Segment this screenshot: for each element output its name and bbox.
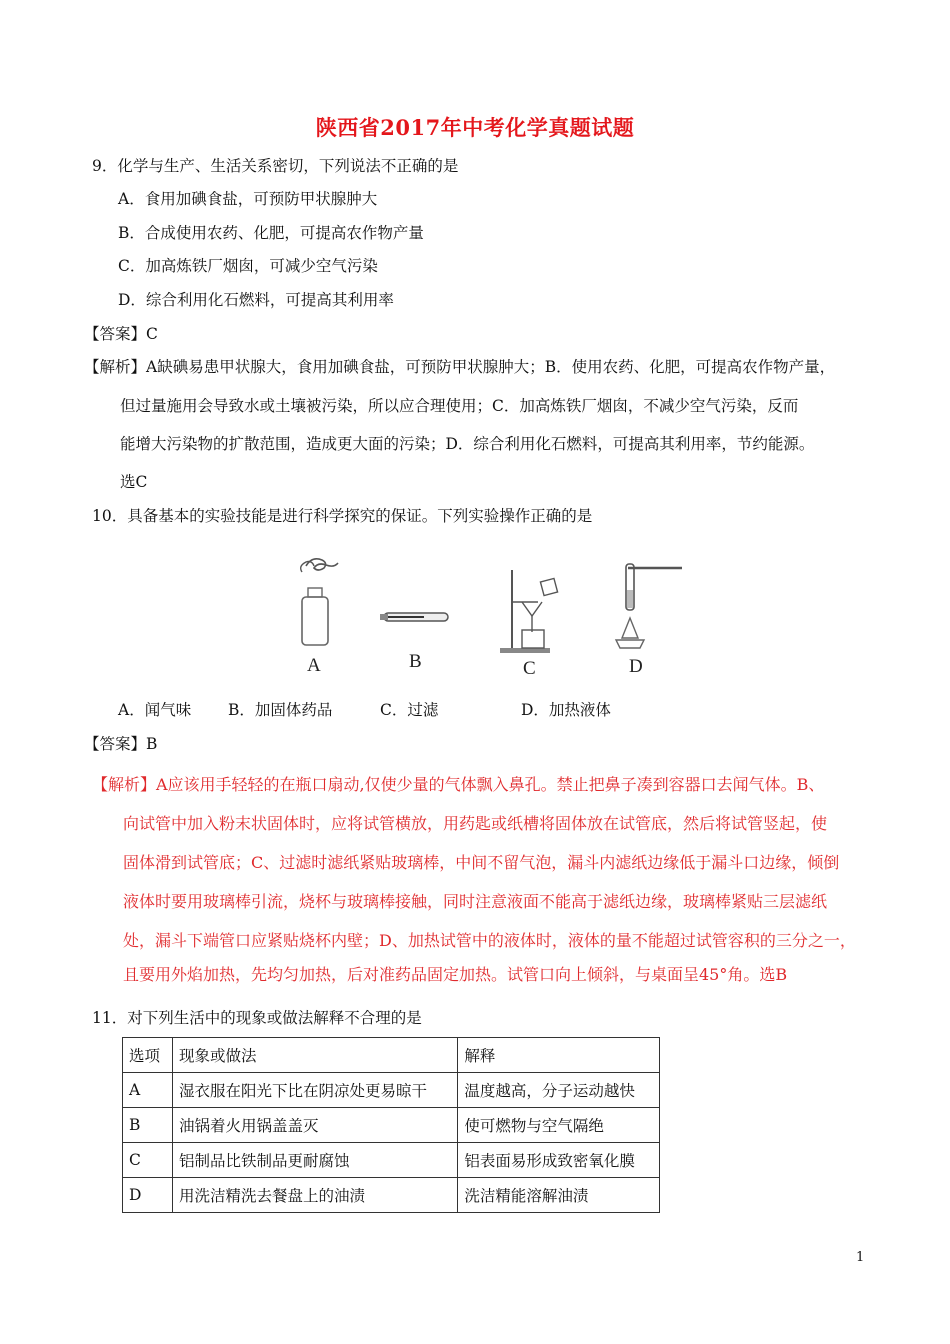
table-cell: 铝表面易形成致密氧化膜 <box>458 1143 660 1178</box>
table-cell: 用洗洁精洗去餐盘上的油渍 <box>172 1178 457 1213</box>
q9-stem: 9．化学与生产、生活关系密切，下列说法不正确的是 <box>92 157 459 175</box>
table-cell: 使可燃物与空气隔绝 <box>458 1108 660 1143</box>
q10-analysis-line: 液体时要用玻璃棒引流，烧杯与玻璃棒接触，同时注意液面不能高于滤纸边缘，玻璃棒紧贴三层滤纸 <box>123 892 828 911</box>
figure-a-label: A <box>307 655 321 676</box>
q10-analysis-line: 向试管中加入粉末状固体时，应将试管横放，用药匙或纸槽将固体放在试管底，然后将试管竖起，使 <box>123 814 828 833</box>
figure-b-add-solid <box>378 604 454 630</box>
table-cell: A <box>123 1073 173 1108</box>
table-header-cell: 选项 <box>123 1038 173 1073</box>
table-header-row <box>123 1038 660 1073</box>
table-header-cell: 现象或做法 <box>172 1038 457 1073</box>
q10-option-b: B．加固体药品 <box>228 701 333 719</box>
q9-analysis-line: 能增大污染物的扩散范围，造成更大面的污染；D．综合利用化石燃料，可提高其利用率，节约能源。 <box>120 435 815 453</box>
q9-option-b: B．合成使用农药、化肥，可提高农作物产量 <box>118 224 424 242</box>
figure-c-label: C <box>523 658 536 679</box>
table-cell: 油锅着火用锅盖盖灭 <box>172 1108 457 1143</box>
figure-d-label: D <box>629 656 643 677</box>
q11-table <box>122 1037 660 1213</box>
table-cell: 湿衣服在阳光下比在阴凉处更易晾干 <box>172 1073 457 1108</box>
q9-analysis-line: 【解析】A缺碘易患甲状腺大，食用加碘食盐，可预防甲状腺肿大；B．使用农药、化肥，可提高农作物产量， <box>84 358 836 376</box>
table-cell: D <box>123 1178 173 1213</box>
table-row <box>123 1178 660 1213</box>
q10-option-d: D．加热液体 <box>521 701 611 719</box>
page-title: 陕西省2017年中考化学真题试题 <box>315 115 635 140</box>
q10-option-a: A．闻气味 <box>118 701 192 719</box>
q10-option-c: C．过滤 <box>380 701 439 719</box>
table-cell: C <box>123 1143 173 1178</box>
q9-answer: 【答案】C <box>84 325 158 343</box>
table-cell: 温度越高，分子运动越快 <box>458 1073 660 1108</box>
q10-analysis-line: 且要用外焰加热，先均匀加热，后对准药品固定加热。试管口向上倾斜，与桌面呈45°角。选B <box>123 965 788 984</box>
table-row <box>123 1108 660 1143</box>
q10-analysis-line: 处，漏斗下端管口应紧贴烧杯内壁；D、加热试管中的液体时，液体的量不能超过试管容积的三分之一， <box>123 931 856 950</box>
table-row <box>123 1073 660 1108</box>
q9-option-d: D．综合利用化石燃料，可提高其利用率 <box>118 291 394 309</box>
q9-analysis-line: 但过量施用会导致水或土壤被污染，所以应合理使用；C．加高炼铁厂烟囱，不减少空气污染，反而 <box>120 397 799 415</box>
table-cell: 铝制品比铁制品更耐腐蚀 <box>172 1143 457 1178</box>
q10-answer: 【答案】B <box>84 735 158 753</box>
figure-c-filtration <box>494 566 566 656</box>
q10-analysis-line: 固体滑到试管底；C、过滤时滤纸紧贴玻璃棒，中间不留气泡，漏斗内滤纸边缘低于漏斗口边缘，倾倒 <box>123 853 840 872</box>
q10-stem: 10．具备基本的实验技能是进行科学探究的保证。下列实验操作正确的是 <box>92 507 593 525</box>
q11-stem: 11．对下列生活中的现象或做法解释不合理的是 <box>92 1009 422 1027</box>
table-cell: B <box>123 1108 173 1143</box>
figure-b-label: B <box>409 651 422 672</box>
q10-analysis-line: 【解析】A应该用手轻轻的在瓶口扇动,仅使少量的气体飘入鼻孔。禁止把鼻子凑到容器口去闻气体。B、 <box>92 775 825 794</box>
figure-a-smell-gas <box>292 552 344 650</box>
table-header-cell: 解释 <box>458 1038 660 1073</box>
table-cell: 洗洁精能溶解油渍 <box>458 1178 660 1213</box>
table-row <box>123 1143 660 1178</box>
figure-d-heat-liquid <box>612 560 686 656</box>
q9-analysis-line: 选C <box>120 473 148 491</box>
q9-option-c: C．加高炼铁厂烟囱，可减少空气污染 <box>118 257 378 275</box>
q9-option-a: A．食用加碘食盐，可预防甲状腺肿大 <box>118 190 378 208</box>
page-number: 1 <box>856 1250 865 1265</box>
